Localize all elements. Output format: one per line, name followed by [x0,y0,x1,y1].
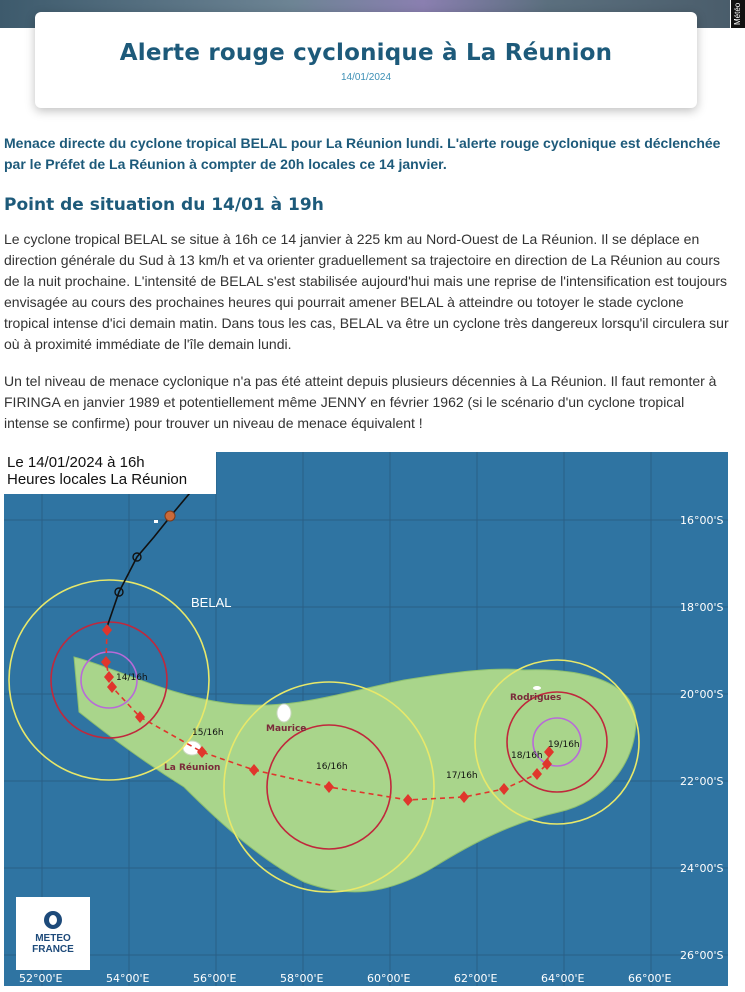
meteo-france-logo [16,897,90,970]
map-caption-date: Le 14/01/2024 à 16h [7,454,145,471]
place-label-reunion: La Réunion [164,763,221,773]
lat-label: 20°00'S [680,688,724,701]
forecast-label-14: 14/16h [116,673,148,683]
lon-label: 66°00'E [628,972,672,985]
paragraph-situation: Le cyclone tropical BELAL se situe à 16h ce 14 janvier à 225 km au Nord-Ouest de La Réunion. Il se déplace en direction générale du Sud à 13 km/h et va orienter graduellement sa trajectoire en direction de La Réunion au cours de la nuit prochaine. L'intensité de BELAL s'est stabilisée aujourd'hui mais une reprise de l'intensification est toujours envisagée au cours des prochaines heures qui pourrait amener BELAL à atteindre ou totoyer le stade cyclone tropical intense d'ici demain matin. Dans tous les cas, BELAL va être un cyclone très dangereux lorsqu'il circulera sur où à proximité immédiate de l'île demain lundi. [4,231,729,352]
map-caption-timezone: Heures locales La Réunion [7,471,188,488]
lon-label: 64°00'E [541,972,585,985]
small-islet [154,520,158,523]
page-title: Alerte rouge cyclonique à La Réunion [119,40,613,66]
cyclone-forecast-map[interactable] [4,452,728,986]
lat-label: 26°00'S [680,949,724,962]
header-card [35,12,697,108]
forecast-label-18: 18/16h [511,751,543,761]
map-caption [4,452,216,494]
lon-label: 62°00'E [454,972,498,985]
place-label-rodrigues: Rodrigues [510,693,562,703]
lon-label: 52°00'E [19,972,63,985]
logo-line1: METEO [35,933,71,944]
section-title: Point de situation du 14/01 à 19h [4,195,324,215]
lon-label: 58°00'E [280,972,324,985]
lat-label: 24°00'S [680,862,724,875]
lon-label: 60°00'E [367,972,411,985]
paragraph-history: Un tel niveau de menace cyclonique n'a pas été atteint depuis plusieurs décennies à La Réunion. Il faut remonter à FIRINGA en janvier 1989 et potentiellement même JENNY en février 1962 (si le scénario d'un cyclone tropical intense se confirme) pour trouver un niveau de menace équivalent ! [4,373,717,431]
lat-label: 16°00'S [680,514,724,527]
lead-paragraph: Menace directe du cyclone tropical BELAL pour La Réunion lundi. L'alerte rouge cyclonique est déclenchée par le Préfet de La Réunion à compter de 20h locales ce 14 janvier. [4,135,721,172]
logo-line2: FRANCE [32,944,74,955]
maurice-island [277,704,291,722]
meteo-france-logo-icon [44,911,62,929]
map-svg [4,452,728,986]
forecast-label-15: 15/16h [192,728,224,738]
storm-name-label: BELAL [191,595,232,610]
place-label-maurice: Maurice [266,724,307,734]
forecast-label-16: 16/16h [316,762,348,772]
forecast-label-19: 19/16h [548,740,580,750]
lon-label: 54°00'E [106,972,150,985]
side-tab[interactable]: Météo [731,0,745,28]
lat-label: 22°00'S [680,775,724,788]
forecast-label-17: 17/16h [446,771,478,781]
page-date: 14/01/2024 [340,72,392,83]
lon-label: 56°00'E [193,972,237,985]
lat-label: 18°00'S [680,601,724,614]
rodrigues-island [533,686,541,690]
